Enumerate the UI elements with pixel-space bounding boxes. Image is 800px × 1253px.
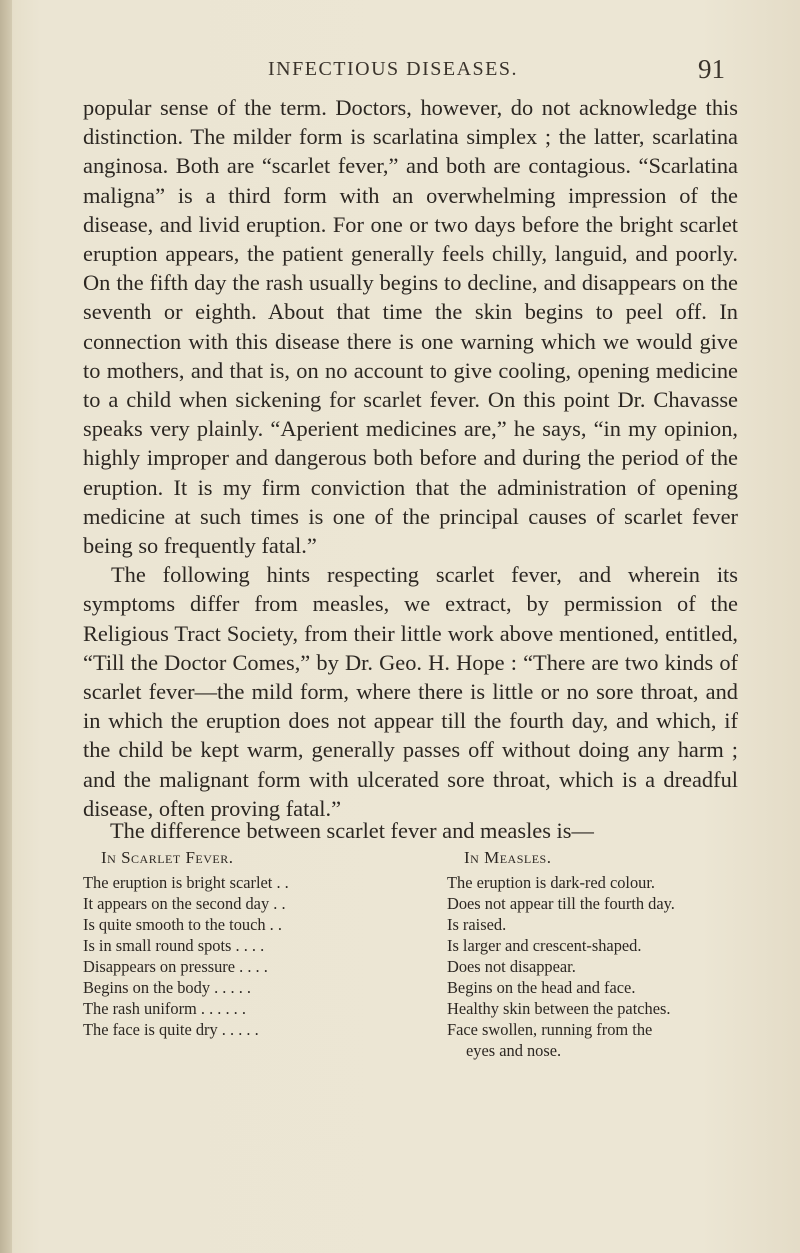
running-head: [0, 54, 800, 90]
scarlet-fever-cell: Disappears on pressure . . . .: [83, 957, 268, 976]
scarlet-fever-cell: Is quite smooth to the touch . .: [83, 915, 282, 934]
table-row: [83, 915, 763, 936]
table-row: [83, 936, 763, 957]
measles-cell: Does not appear till the fourth day.: [447, 894, 675, 913]
scarlet-fever-cell: Is in small round spots . . . .: [83, 936, 265, 955]
scarlet-fever-cell: It appears on the second day . .: [83, 894, 286, 913]
measles-cell-continued: eyes and nose.: [466, 1041, 562, 1060]
table-row: [83, 999, 763, 1020]
measles-cell: Begins on the head and face.: [447, 978, 636, 997]
page-gutter: [0, 0, 12, 1253]
measles-cell: Is raised.: [447, 915, 507, 934]
measles-cell: Does not disappear.: [447, 957, 576, 976]
table-row: [83, 957, 763, 978]
scarlet-fever-cell: The rash uniform . . . . . .: [83, 999, 246, 1018]
comparison-intro: The difference between scarlet fever and measles is—: [110, 818, 594, 843]
body-text: [83, 93, 738, 823]
table-row: [83, 978, 763, 999]
measles-cell: The eruption is dark-red colour.: [447, 873, 656, 892]
scarlet-fever-cell: The eruption is bright scarlet . .: [83, 873, 289, 892]
page-number: 91: [698, 54, 725, 84]
left-column-heading: In Scarlet Fever.: [101, 848, 234, 867]
measles-cell: Face swollen, running from the: [447, 1020, 653, 1039]
comparison-table: [83, 848, 763, 1078]
measles-cell: Is larger and crescent-shaped.: [447, 936, 642, 955]
table-row: [83, 873, 763, 894]
table-row: [83, 1020, 763, 1062]
paragraph-1: popular sense of the term. Doctors, however, do not acknowledge this distinction. The milder form is scarlatina simplex ; the latter, scarlatina anginosa. Both are “scarlet fever,” and both are contagious. “Scarlatina maligna” is a third form with an overwhelming impression of the disease, and livid eruption. For one or two days before the bright scarlet eruption appears, the patient generally feels chilly, languid, and poorly. On the fifth day the rash usually begins to decline, and disappears on the seventh or eighth. About that time the skin begins to peel off. In connection with this disease there is one warning which we would give to mothers, and that is, on no account to give cooling, opening medicine to a child when sickening for scarlet fever. On this point Dr. Chavasse speaks very plainly. “Aperient medicines are,” he says, “in my opinion, highly improper and dangerous both before and during the period of the eruption. It is my firm conviction that the administration of opening medicine at such times is one of the principal causes of scarlet fever being so frequently fatal.”: [83, 95, 738, 559]
measles-cell: Healthy skin between the patches.: [447, 999, 671, 1018]
paragraph-2: The following hints respecting scarlet fever, and wherein its symptoms differ from measles, we extract, by permission of the Religious Tract Society, from their little work above mentioned, entitled, “Till the Doctor Comes,” by Dr. Geo. H. Hope : “There are two kinds of scarlet fever—the mild form, where there is little or no sore throat, and in which the eruption does not appear till the fourth day, and which, if the child be kept warm, generally passes off without doing any harm ; and the malignant form with ulcerated sore throat, which is a dreadful disease, often proving fatal.”: [83, 562, 738, 821]
scarlet-fever-cell: Begins on the body . . . . .: [83, 978, 251, 997]
table-row: [83, 894, 763, 915]
scarlet-fever-cell: The face is quite dry . . . . .: [83, 1020, 259, 1039]
right-column-heading: In Measles.: [464, 848, 552, 867]
running-title: INFECTIOUS DISEASES.: [268, 58, 519, 80]
